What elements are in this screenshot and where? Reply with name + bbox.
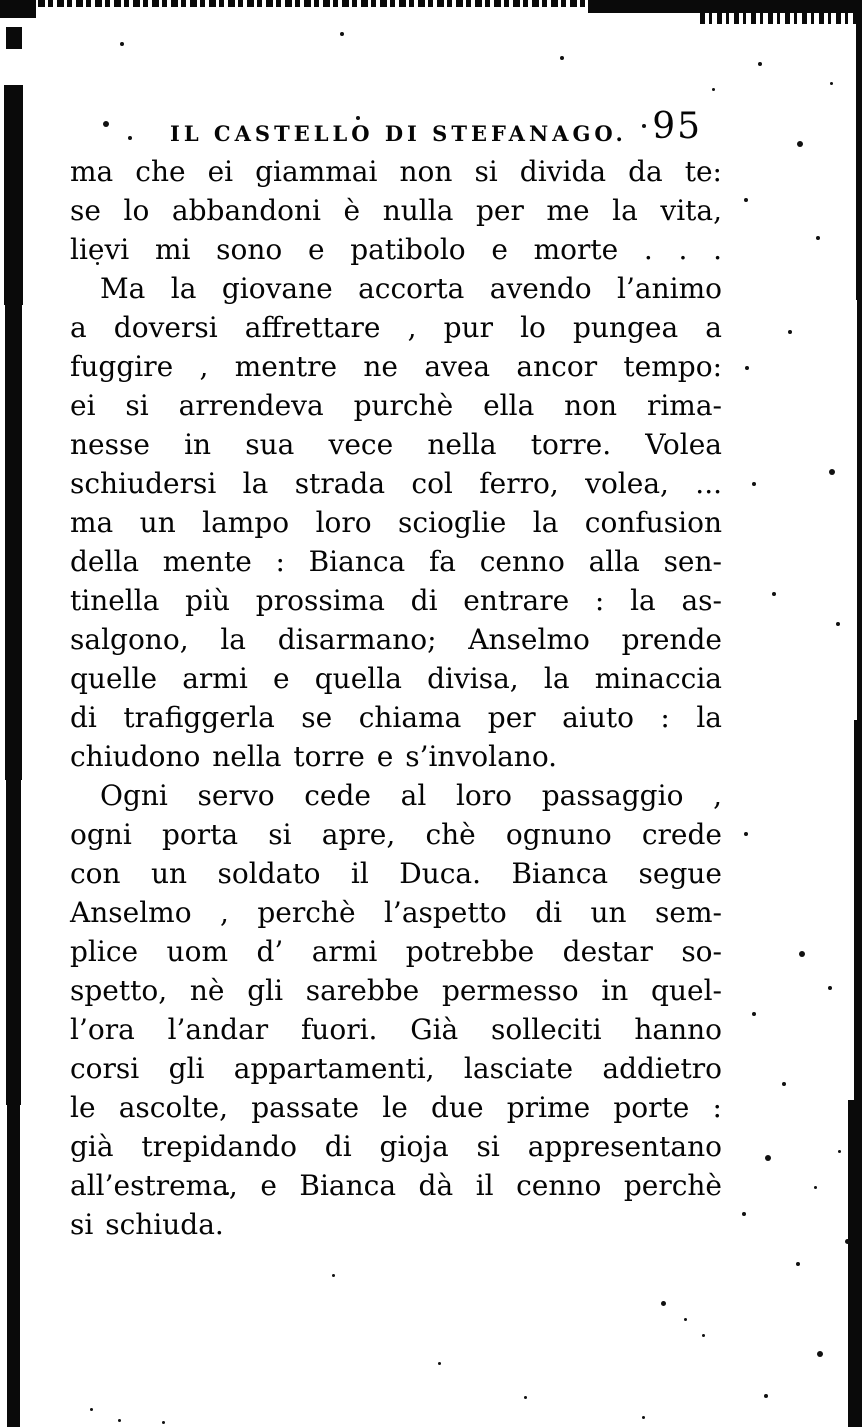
scan-artifact-binding-stripe: [5, 300, 22, 780]
scan-artifact-right-edge: [848, 1100, 862, 1427]
text-line: quelle armi e quella divisa, la minaccia: [70, 662, 722, 695]
text-line: di trafiggerla se chiama per aiuto : la: [70, 701, 722, 734]
text-line: ma un lampo loro scioglie la confusion: [70, 506, 722, 539]
text-line: ei si arrendeva purchè ella non rima-: [70, 389, 722, 422]
scan-artifact-top-right-edge: [588, 0, 862, 13]
scan-artifact-top-left-corner: [0, 0, 36, 18]
scan-artifact-binding-stripe: [4, 85, 23, 305]
text-line: con un soldato il Duca. Bianca segue: [70, 857, 722, 890]
text-line: della mente : Bianca fa cenno alla sen-: [70, 545, 722, 578]
text-line: Ogni servo cede al loro passaggio ,: [100, 779, 722, 812]
text-line: chiudono nella torre e s’involano.: [70, 740, 558, 773]
text-line: corsi gli appartamenti, lasciate addietro: [70, 1052, 722, 1085]
text-line: ma che ei giammai non si divida da te:: [70, 155, 722, 188]
scan-noise-speckles-small: [0, 0, 3, 3]
text-line: le ascolte, passate le due prime porte :: [70, 1091, 722, 1124]
scan-artifact-left-blob: [6, 27, 22, 49]
text-line: l’ora l’andar fuori. Già solleciti hanno: [70, 1013, 722, 1046]
text-line: a doversi affrettare , pur lo pungea a: [70, 311, 722, 344]
text-line: all’estrema, e Bianca dà il cenno perchè: [70, 1169, 722, 1202]
scan-artifact-top-edge: [0, 0, 596, 7]
scan-artifact-right-edge: [856, 0, 862, 300]
text-line: tinella più prossima di entrare : la as-: [70, 584, 722, 617]
text-line: lievi mi sono e patibolo e morte . . .: [70, 233, 722, 266]
text-line: se lo abbandoni è nulla per me la vita,: [70, 194, 722, 227]
scan-artifact-top-right-speckle: [700, 13, 862, 24]
page-number: 95: [652, 106, 702, 147]
scan-artifact-right-edge: [857, 300, 862, 720]
text-line: spetto, nè gli sarebbe permesso in quel-: [70, 974, 722, 1007]
text-line: nesse in sua vece nella torre. Volea: [70, 428, 722, 461]
page-body: [70, 152, 722, 1244]
text-line: si schiuda.: [70, 1208, 224, 1241]
page-header: [70, 106, 722, 152]
text-line: schiudersi la strada col ferro, volea, ...: [70, 467, 722, 500]
scan-artifact-right-edge: [854, 720, 862, 1100]
text-line: Ma la giovane accorta avendo l’animo: [100, 272, 722, 305]
scan-artifact-binding-stripe: [6, 775, 21, 1105]
text-line: salgono, la disarmano; Anselmo prende: [70, 623, 722, 656]
scan-artifact-binding-stripe: [7, 1100, 20, 1427]
text-line: fuggire , mentre ne avea ancor tempo:: [70, 350, 722, 383]
running-title: IL CASTELLO DI STEFANAGO.: [170, 121, 627, 146]
text-line: Anselmo , perchè l’aspetto di un sem-: [70, 896, 722, 929]
text-line: già trepidando di gioja si appresentano: [70, 1130, 722, 1163]
text-line: ogni porta si apre, chè ognuno crede: [70, 818, 722, 851]
text-line: plice uom d’ armi potrebbe destar so-: [70, 935, 722, 968]
